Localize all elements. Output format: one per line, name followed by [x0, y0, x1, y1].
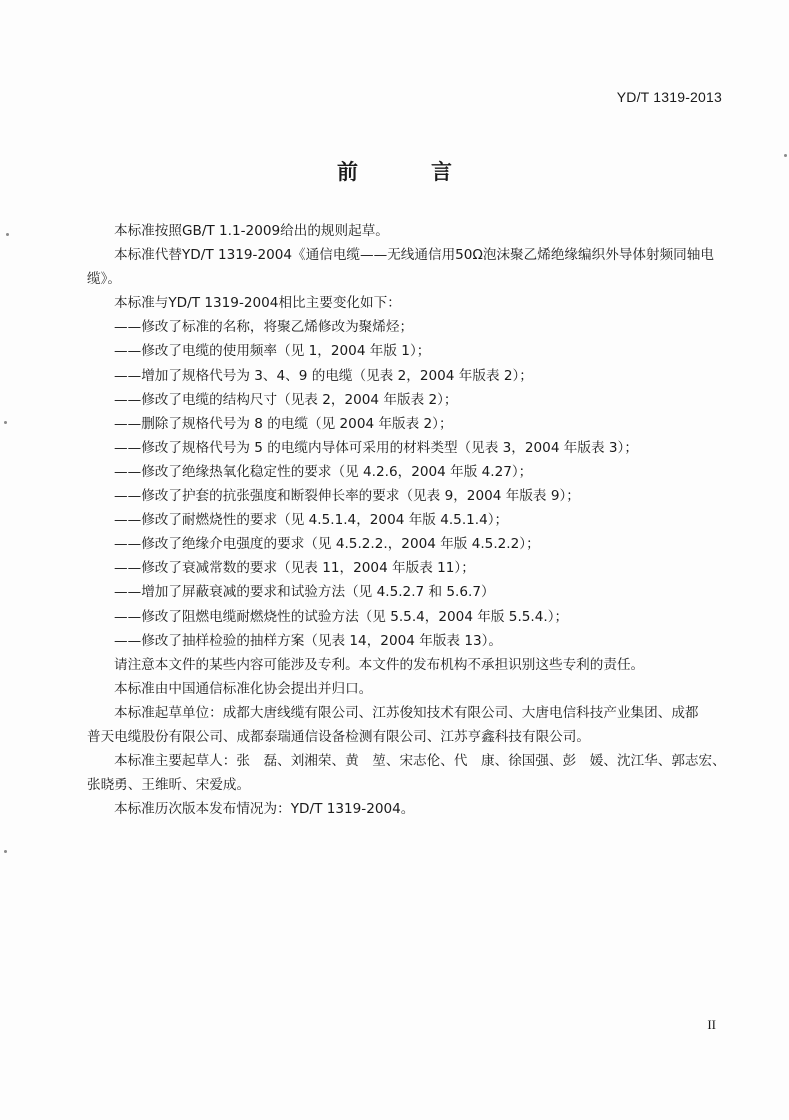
paragraph-proposer: 本标准由中国通信标准化协会提出并归口。: [114, 680, 373, 697]
change-item: ——修改了衰减常数的要求（见表 11，2004 年版表 11）；: [114, 560, 475, 577]
change-item: ——修改了绝缘热氧化稳定性的要求（见 4.2.6，2004 年版 4.27）；: [114, 463, 533, 480]
paragraph-drafting-rules: 本标准按照GB/T 1.1-2009给出的规则起草。: [114, 223, 389, 239]
paragraph-drafters: 本标准主要起草人：张 磊、刘湘荣、黄 堃、宋志伦、代 康、徐国强、彭 媛、沈江华、郭志宏、: [114, 753, 726, 770]
scan-speck: [4, 421, 7, 424]
change-item: ——修改了标准的名称，将聚乙烯修改为聚烯烃；: [114, 319, 414, 336]
change-item: ——修改了电缆的结构尺寸（见表 2，2004 年版表 2）；: [114, 391, 458, 408]
change-item: ——修改了耐燃烧性的要求（见 4.5.1.4，2004 年版 4.5.1.4）；: [114, 512, 509, 529]
change-item: ——修改了抽样检验的抽样方案（见表 14，2004 年版表 13）。: [114, 632, 503, 649]
paragraph-drafting-units: 本标准起草单位：成都大唐线缆有限公司、江苏俊知技术有限公司、大唐电信科技产业集团、成都: [114, 704, 699, 721]
page-title: 前 言: [337, 160, 478, 184]
paragraph-history: 本标准历次版本发布情况为：YD/T 1319-2004。: [114, 801, 415, 818]
scan-speck: [6, 233, 9, 236]
change-item: ——增加了规格代号为 3、4、9 的电缆（见表 2，2004 年版表 2）；: [114, 367, 533, 384]
change-item: ——删除了规格代号为 8 的电缆（见 2004 年版表 2）；: [114, 415, 453, 432]
paragraph-changes-intro: 本标准与YD/T 1319-2004相比主要变化如下：: [114, 295, 401, 312]
change-item: ——修改了规格代号为 5 的电缆内导体可采用的材料类型（见表 3，2004 年版表 3）；: [114, 439, 638, 456]
change-item: ——修改了阻燃电缆耐燃烧性的试验方法（见 5.5.4，2004 年版 5.5.4.）；: [114, 608, 569, 625]
scan-speck: [4, 850, 7, 853]
scan-speck: [784, 154, 787, 157]
foreword-body: [87, 219, 727, 821]
change-item: ——修改了电缆的使用频率（见 1，2004 年版 1）；: [114, 343, 431, 360]
change-item: ——修改了护套的抗张强度和断裂伸长率的要求（见表 9，2004 年版表 9）；: [114, 488, 580, 505]
change-item: ——修改了绝缘介电强度的要求（见 4.5.2.2.，2004 年版 4.5.2.2）；: [114, 536, 540, 553]
paragraph-replaces: 本标准代替YD/T 1319-2004《通信电缆——无线通信用50Ω泡沫聚乙烯绝缘编织外导体射频同轴电: [114, 247, 714, 264]
paragraph-drafting-units-cont: 普天电缆股份有限公司、成都泰瑞通信设备检测有限公司、江苏亨鑫科技有限公司。: [87, 728, 590, 745]
paragraph-patent-notice: 请注意本文件的某些内容可能涉及专利。本文件的发布机构不承担识别这些专利的责任。: [114, 656, 645, 673]
paragraph-drafters-cont: 张晓勇、王维昕、宋爱成。: [87, 777, 251, 794]
change-item: ——增加了屏蔽衰减的要求和试验方法（见 4.5.2.7 和 5.6.7）: [114, 584, 495, 601]
standard-code: YD/T 1319-2013: [616, 89, 722, 105]
page-number: II: [707, 1017, 716, 1032]
paragraph-replaces-cont: 缆》。: [87, 271, 121, 288]
